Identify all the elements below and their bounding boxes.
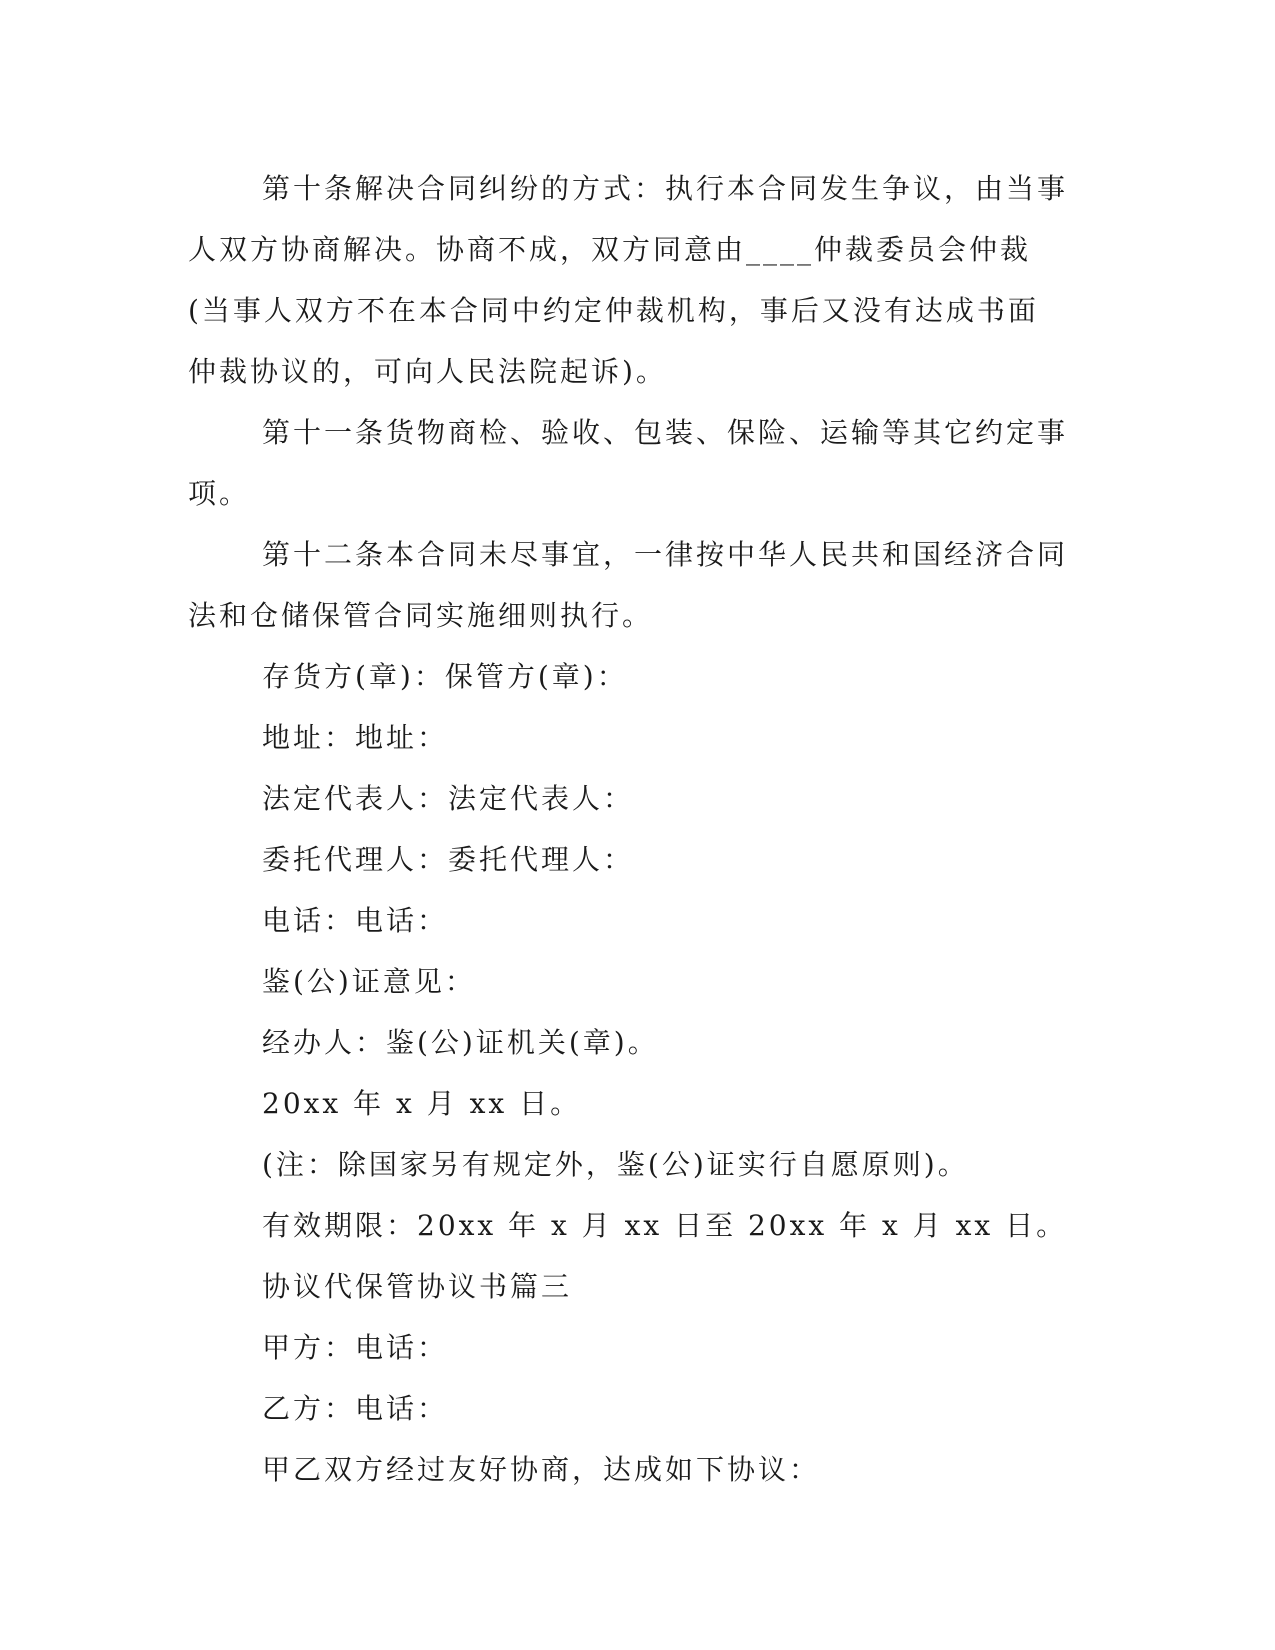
paragraph-dispute-resolution: 第十条解决合同纠纷的方式：执行本合同发生争议，由当事人双方协商解决。协商不成，双方同意由____仲裁委员会仲裁(当事人双方不在本合同中约定仲裁机构，事后又没有达成书面仲裁协议的，可向人民法院起诉)。 bbox=[188, 172, 1069, 388]
document-body bbox=[188, 158, 1068, 1500]
signature-legal-representative: 法定代表人：法定代表人： bbox=[262, 782, 635, 815]
document-date: 20xx 年 x 月 xx 日。 bbox=[262, 1087, 582, 1120]
signature-seals: 存货方(章)：保管方(章)： bbox=[262, 660, 628, 693]
party-a-phone: 甲方：电话： bbox=[262, 1331, 449, 1364]
notarization-handler: 经办人：鉴(公)证机关(章)。 bbox=[262, 1026, 659, 1059]
paragraph-unresolved-matters: 第十二条本合同未尽事宜，一律按中华人民共和国经济合同法和仓储保管合同实施细则执行。 bbox=[188, 538, 1069, 632]
notarization-note: (注：除国家另有规定外，鉴(公)证实行自愿原则)。 bbox=[262, 1148, 969, 1181]
agreement-intro: 甲乙双方经过友好协商，达成如下协议： bbox=[262, 1453, 821, 1486]
validity-period: 有效期限：20xx 年 x 月 xx 日至 20xx 年 x 月 xx 日。 bbox=[262, 1209, 1068, 1242]
paragraph-inspection-terms: 第十一条货物商检、验收、包装、保险、运输等其它约定事项。 bbox=[188, 416, 1069, 510]
signature-phone: 电话：电话： bbox=[262, 904, 449, 937]
section-heading-part-three: 协议代保管协议书篇三 bbox=[262, 1270, 573, 1303]
signature-address: 地址：地址： bbox=[262, 721, 449, 754]
signature-agent: 委托代理人：委托代理人： bbox=[262, 843, 635, 876]
party-b-phone: 乙方：电话： bbox=[262, 1392, 449, 1425]
notarization-opinion: 鉴(公)证意见： bbox=[262, 965, 476, 998]
